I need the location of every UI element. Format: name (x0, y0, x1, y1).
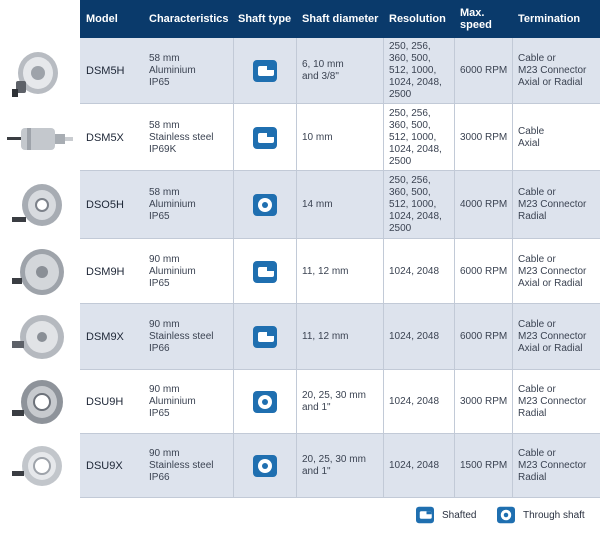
cell-shaft-diameter: 20, 25, 30 mm and 1" (302, 454, 366, 477)
table-row (0, 171, 600, 239)
encoder-image-dsm5h (0, 38, 80, 104)
header-shaft-type: Shaft type (238, 13, 292, 25)
cell-model: DSM5X (86, 131, 124, 144)
cell-model: DSM9X (86, 331, 124, 343)
encoder-image-dsu9h (0, 370, 80, 434)
cell-termination: Cable Axial (518, 125, 545, 149)
cell-max-speed: 6000 RPM (460, 331, 508, 342)
cell-characteristics: 58 mm Aluminium IP65 (149, 187, 196, 222)
cell-resolution: 1024, 2048 (389, 265, 440, 277)
cell-characteristics: 90 mm Aluminium IP65 (149, 384, 196, 419)
header-resolution: Resolution (389, 13, 446, 25)
cell-max-speed: 6000 RPM (460, 65, 508, 76)
encoder-image-dso5h (0, 171, 80, 239)
header-shaft-diameter: Shaft diameter (302, 13, 379, 25)
shafted-icon (253, 326, 277, 348)
cell-shaft-diameter: 14 mm (302, 199, 333, 210)
cell-termination: Cable or M23 Connector Radial (518, 187, 587, 222)
cell-shaft-diameter: 10 mm (302, 131, 333, 143)
table-header (80, 0, 600, 38)
shafted-icon (416, 507, 434, 524)
cell-model: DSM9H (86, 265, 125, 278)
legend-through-shaft-label: Through shaft (523, 509, 585, 521)
table-row (0, 239, 600, 304)
cell-max-speed: 6000 RPM (460, 265, 508, 277)
cell-shaft-diameter: 11, 12 mm (302, 265, 349, 277)
cell-shaft-diameter: 11, 12 mm (302, 331, 349, 342)
through-shaft-icon (253, 194, 277, 216)
legend-shafted (416, 505, 476, 525)
cell-resolution: 250, 256, 360, 500, 512, 1000, 1024, 2048, 2500 (389, 175, 442, 234)
cell-characteristics: 90 mm Stainless steel IP66 (149, 319, 214, 354)
cell-termination: Cable or M23 Connector Axial or Radial (518, 53, 587, 88)
cell-termination: Cable or M23 Connector Axial or Radial (518, 253, 587, 289)
cell-max-speed: 3000 RPM (460, 396, 508, 407)
legend-through-shaft (497, 505, 585, 525)
table-row (0, 304, 600, 370)
header-max-speed: Max. speed (460, 7, 492, 31)
cell-model: DSU9X (86, 460, 123, 472)
through-shaft-icon (497, 507, 515, 524)
cell-model: DSO5H (86, 199, 124, 211)
shafted-icon (253, 261, 277, 283)
table-row (0, 104, 600, 171)
cell-resolution: 250, 256, 360, 500, 512, 1000, 1024, 2048, 2500 (389, 107, 442, 167)
table-row (0, 434, 600, 498)
encoder-image-dsm9x (0, 304, 80, 370)
table-row (0, 38, 600, 104)
cell-shaft-diameter: 20, 25, 30 mm and 1" (302, 390, 366, 413)
cell-resolution: 1024, 2048 (389, 331, 440, 342)
cell-resolution: 1024, 2048 (389, 396, 440, 407)
cell-characteristics: 90 mm Aluminium IP65 (149, 253, 196, 289)
legend-shafted-label: Shafted (442, 509, 477, 521)
cell-max-speed: 4000 RPM (460, 199, 508, 210)
through-shaft-icon (253, 391, 277, 413)
cell-termination: Cable or M23 Connector Axial or Radial (518, 319, 587, 354)
cell-model: DSM5H (86, 65, 125, 77)
shafted-icon (253, 60, 277, 82)
cell-shaft-diameter: 6, 10 mm and 3/8" (302, 59, 344, 82)
cell-characteristics: 90 mm Stainless steel IP66 (149, 448, 214, 483)
cell-termination: Cable or M23 Connector Radial (518, 384, 587, 419)
table-row (0, 370, 600, 434)
cell-model: DSU9H (86, 396, 124, 408)
encoder-image-dsu9x (0, 434, 80, 498)
cell-resolution: 250, 256, 360, 500, 512, 1000, 1024, 2048, 2500 (389, 41, 442, 100)
cell-max-speed: 1500 RPM (460, 460, 508, 471)
cell-characteristics: 58 mm Stainless steel IP69K (149, 119, 214, 155)
cell-termination: Cable or M23 Connector Radial (518, 448, 587, 483)
header-termination: Termination (518, 13, 581, 25)
shafted-icon (253, 127, 277, 149)
cell-resolution: 1024, 2048 (389, 460, 440, 471)
header-model: Model (86, 13, 118, 25)
encoder-image-dsm5x (0, 104, 80, 171)
through-shaft-icon (253, 455, 277, 477)
header-characteristics: Characteristics (149, 13, 229, 25)
cell-max-speed: 3000 RPM (460, 131, 508, 143)
cell-characteristics: 58 mm Aluminium IP65 (149, 53, 196, 88)
encoder-image-dsm9h (0, 239, 80, 304)
